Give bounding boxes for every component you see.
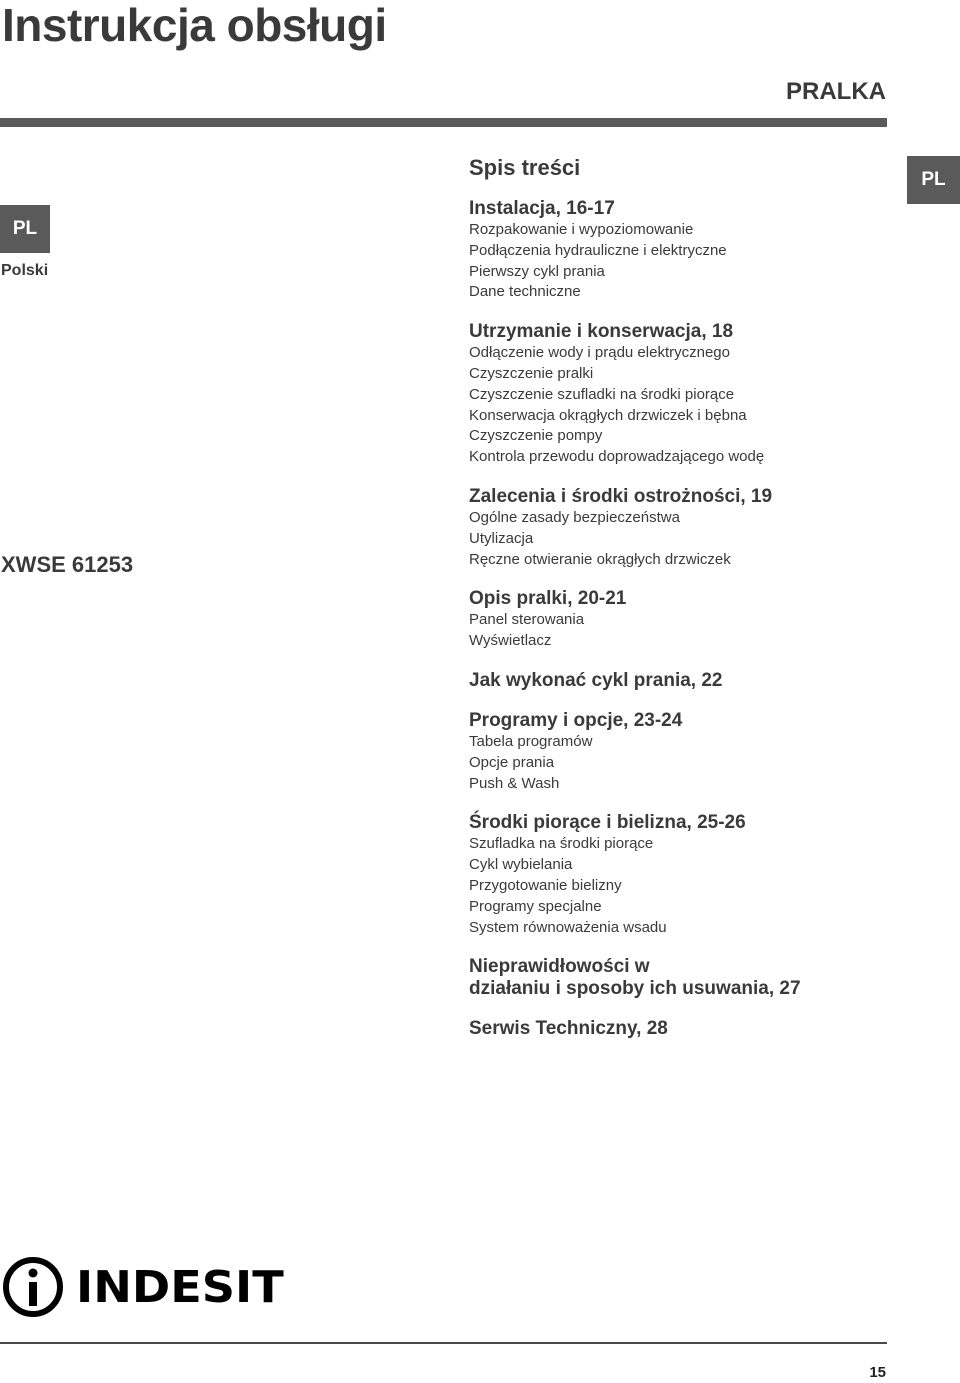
toc-heading: Zalecenia i środki ostrożności, 19 xyxy=(469,485,773,507)
toc-item: Rozpakowanie i wypoziomowanie xyxy=(469,221,694,238)
toc-heading-line: działaniu i sposoby ich usuwania, 27 xyxy=(469,978,801,1000)
toc-heading-line: Nieprawidłowości w xyxy=(469,956,650,978)
language-name: Polski xyxy=(1,262,49,279)
toc-item: Cykl wybielania xyxy=(469,856,573,874)
toc-item: Pierwszy cykl prania xyxy=(469,262,605,280)
toc-item: Czyszczenie szufladki na środki piorące xyxy=(469,385,735,403)
language-tab: PL xyxy=(907,156,960,204)
toc-heading: Opis pralki, 20-21 xyxy=(469,588,627,610)
toc-item: Panel sterowania xyxy=(469,611,585,629)
document-subtitle: PRALKA xyxy=(786,78,886,105)
toc-heading: Serwis Techniczny, 28 xyxy=(469,1018,668,1040)
brand-logo xyxy=(2,1255,284,1319)
toc-item: Ogólne zasady bezpieczeństwa xyxy=(469,508,680,526)
toc-item: Wyświetlacz xyxy=(469,632,552,650)
toc-section-opis-pralki xyxy=(469,588,899,652)
toc-item: Konserwacja okrągłych drzwiczek i bębna xyxy=(469,406,747,424)
toc-section-cykl-prania xyxy=(469,670,899,692)
toc-item: Utylizacja xyxy=(469,529,534,547)
indesit-i-logo-icon xyxy=(2,1256,64,1318)
toc-heading: Instalacja, 16-17 xyxy=(469,198,615,219)
language-badge: PL xyxy=(0,205,50,253)
toc-heading: Środki piorące i bielizna, 25-26 xyxy=(469,812,746,834)
toc-title: Spis treści xyxy=(469,155,581,180)
toc-item: Szufladka na środki piorące xyxy=(469,835,654,853)
table-of-contents xyxy=(469,153,899,1040)
header-rule xyxy=(0,118,887,127)
toc-heading: Programy i opcje, 23-24 xyxy=(469,709,683,731)
toc-item: Podłączenia hydrauliczne i elektryczne xyxy=(469,241,727,259)
toc-item: Przygotowanie bielizny xyxy=(469,876,622,894)
toc-item: Kontrola przewodu doprowadzającego wodę xyxy=(469,448,765,466)
toc-section-serwis xyxy=(469,1018,899,1040)
toc-item: Czyszczenie pompy xyxy=(469,427,603,445)
toc-item: Push & Wash xyxy=(469,774,560,792)
toc-heading: Utrzymanie i konserwacja, 18 xyxy=(469,321,734,343)
document-title: Instrukcja obsługi xyxy=(2,0,387,51)
brand-name: INDESIT xyxy=(76,1261,284,1313)
footer-rule xyxy=(0,1342,887,1344)
toc-section-zalecenia xyxy=(469,486,899,570)
toc-section-programy xyxy=(469,710,899,794)
model-number: XWSE 61253 xyxy=(1,552,134,577)
toc-section-nieprawidlowosci xyxy=(469,956,899,1000)
toc-item: Tabela programów xyxy=(469,732,593,750)
toc-section-srodki-piorace xyxy=(469,812,899,938)
page-number: 15 xyxy=(869,1364,886,1381)
toc-item: Odłączenie wody i prądu elektrycznego xyxy=(469,344,730,362)
toc-item: Ręczne otwieranie okrągłych drzwiczek xyxy=(469,550,731,568)
toc-item: System równoważenia wsadu xyxy=(469,918,667,936)
toc-section-instalacja xyxy=(469,198,899,303)
toc-item: Dane techniczne xyxy=(469,283,581,301)
toc-heading: Jak wykonać cykl prania, 22 xyxy=(469,669,723,691)
toc-item: Opcje prania xyxy=(469,753,555,771)
toc-item: Programy specjalne xyxy=(469,897,602,915)
toc-section-utrzymanie xyxy=(469,321,899,468)
toc-item: Czyszczenie pralki xyxy=(469,364,594,382)
